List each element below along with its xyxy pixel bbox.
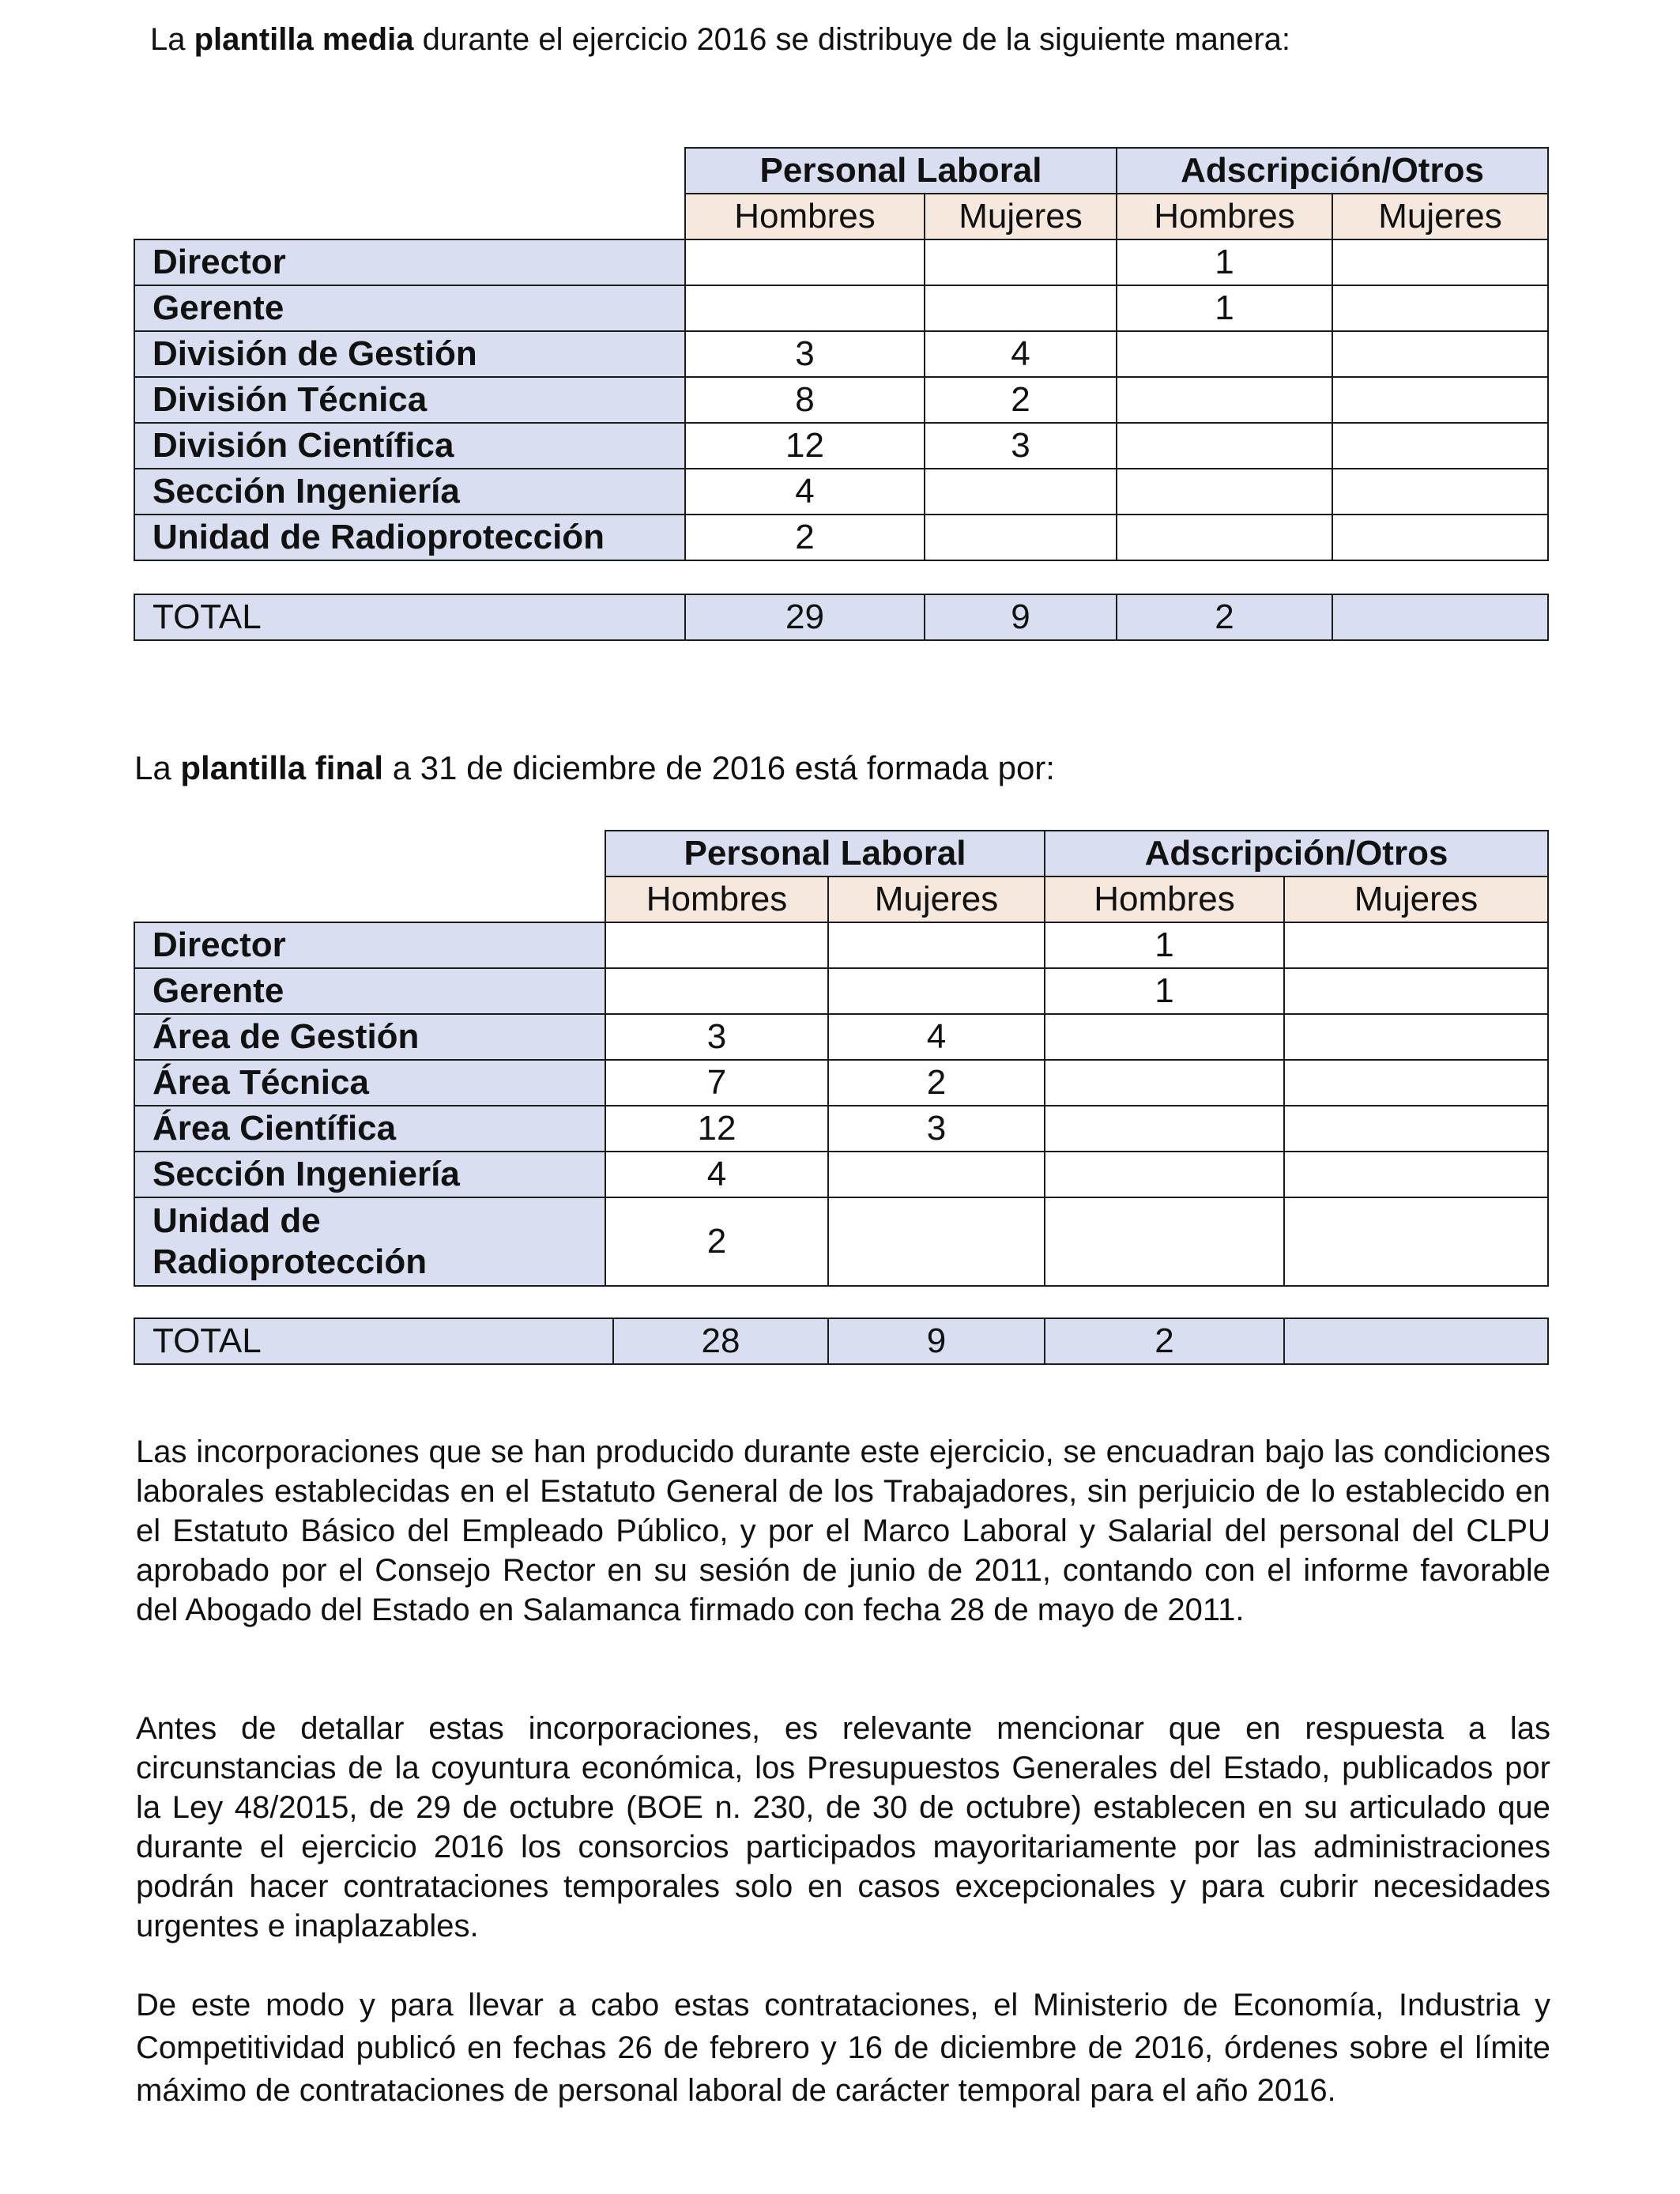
cell	[1284, 1197, 1548, 1286]
cell: 12	[685, 423, 925, 469]
cell	[1284, 968, 1548, 1014]
total-cell	[1332, 594, 1548, 640]
cell: 1	[1117, 239, 1332, 285]
cell	[1117, 423, 1332, 469]
cell	[925, 239, 1117, 285]
intro-text: La	[134, 749, 181, 786]
table-subheader-row	[134, 876, 1548, 922]
row-label: Unidad de Radioprotección	[134, 515, 685, 560]
subheader-mujeres: Mujeres	[925, 194, 1117, 239]
table-row	[134, 331, 1548, 377]
intro-bold-term: plantilla media	[194, 22, 414, 57]
cell	[828, 922, 1045, 968]
cell: 4	[685, 469, 925, 515]
row-label: Área de Gestión	[134, 1014, 605, 1060]
row-label: División Científica	[134, 423, 685, 469]
total-label: TOTAL	[134, 1318, 613, 1364]
cell	[925, 515, 1117, 560]
cell	[1117, 377, 1332, 423]
subheader-mujeres: Mujeres	[1332, 194, 1548, 239]
cell	[1332, 469, 1548, 515]
intro-plantilla-media	[150, 21, 1290, 58]
cell: 3	[685, 331, 925, 377]
cell: 8	[685, 377, 925, 423]
cell	[1332, 423, 1548, 469]
cell: 2	[925, 377, 1117, 423]
total-label: TOTAL	[134, 594, 685, 640]
header-personal-laboral: Personal Laboral	[685, 148, 1117, 194]
cell: 1	[1117, 285, 1332, 331]
row-label: Área Científica	[134, 1106, 605, 1152]
cell: 3	[925, 423, 1117, 469]
row-label: Gerente	[134, 285, 685, 331]
table-row	[134, 1197, 1548, 1286]
subheader-hombres: Hombres	[1117, 194, 1332, 239]
intro-text: a 31 de diciembre de 2016 está formada por:	[383, 749, 1055, 786]
cell: 4	[605, 1152, 828, 1197]
total-cell: 28	[613, 1318, 828, 1364]
cell	[828, 1152, 1045, 1197]
cell	[1284, 922, 1548, 968]
subheader-hombres: Hombres	[1045, 876, 1284, 922]
table-header-row	[134, 148, 1548, 194]
cell: 4	[828, 1014, 1045, 1060]
cell	[1284, 1152, 1548, 1197]
cell: 7	[605, 1060, 828, 1106]
table-row	[134, 469, 1548, 515]
cell: 1	[1045, 968, 1284, 1014]
table-row	[134, 1014, 1548, 1060]
row-label: Director	[134, 922, 605, 968]
cell	[1332, 285, 1548, 331]
subheader-mujeres: Mujeres	[1284, 876, 1548, 922]
cell	[605, 922, 828, 968]
table-total-final	[134, 1318, 1549, 1365]
table-header-row	[134, 831, 1548, 876]
subheader-mujeres: Mujeres	[828, 876, 1045, 922]
subheader-hombres: Hombres	[685, 194, 925, 239]
table-row	[134, 1106, 1548, 1152]
cell	[828, 1197, 1045, 1286]
table-row	[134, 515, 1548, 560]
table-row	[134, 922, 1548, 968]
cell: 3	[828, 1106, 1045, 1152]
cell	[1045, 1106, 1284, 1152]
cell: 2	[605, 1197, 828, 1286]
cell	[685, 285, 925, 331]
cell	[1045, 1197, 1284, 1286]
intro-bold-term: plantilla final	[180, 749, 384, 786]
table-row	[134, 968, 1548, 1014]
table-plantilla-media	[134, 147, 1549, 561]
table-row	[134, 423, 1548, 469]
cell	[925, 285, 1117, 331]
table-plantilla-final	[134, 830, 1549, 1287]
cell	[1284, 1014, 1548, 1060]
table-row	[134, 1060, 1548, 1106]
cell: 12	[605, 1106, 828, 1152]
cell	[1045, 1014, 1284, 1060]
row-label: Área Técnica	[134, 1060, 605, 1106]
table-row	[134, 377, 1548, 423]
row-label: Unidad de Radioprotección	[134, 1197, 605, 1286]
cell: 2	[685, 515, 925, 560]
total-row	[134, 594, 1548, 640]
subheader-hombres: Hombres	[605, 876, 828, 922]
cell: 3	[605, 1014, 828, 1060]
total-row	[134, 1318, 1548, 1364]
intro-text: durante el ejercicio 2016 se distribuye de la siguiente manera:	[413, 22, 1291, 57]
total-cell: 9	[925, 594, 1117, 640]
cell	[1332, 377, 1548, 423]
cell	[1117, 469, 1332, 515]
row-label: Sección Ingeniería	[134, 469, 685, 515]
cell	[1284, 1106, 1548, 1152]
intro-text: La	[150, 22, 194, 57]
paragraph-presupuestos: Antes de detallar estas incorporaciones, es relevante mencionar que en respuesta a las circunstancias de la coyuntura económica, los Presupuestos Generales del Estado, publicados por la Ley 48/2015, de 29 de octubre (BOE n. 230, de 30 de octubre) establecen en su articulado que durante el ejercicio 2016 los consorcios participados mayoritariamente por las administraciones podrán hacer contrataciones temporales solo en casos excepcionales y para cubrir necesidades urgentes e inaplazables.	[136, 1711, 1550, 1943]
paragraph-contrataciones: De este modo y para llevar a cabo estas contrataciones, el Ministerio de Economía, Industria y Competitividad publicó en fechas 26 de febrero y 16 de diciembre de 2016, órdenes sobre el límite máximo de contrataciones de personal laboral de carácter temporal para el año 2016.	[136, 1988, 1550, 2108]
total-cell	[1284, 1318, 1548, 1364]
cell: 2	[828, 1060, 1045, 1106]
paragraph-incorporaciones: Las incorporaciones que se han producido durante este ejercicio, se encuadran bajo las condiciones laborales establecidas en el Estatuto General de los Trabajadores, sin perjuicio de lo establecido en el Estatuto Básico del Empleado Público, y por el Marco Laboral y Salarial del personal del CLPU aprobado por el Consejo Rector en su sesión de junio de 2011, contando con el informe favorable del Abogado del Estado en Salamanca firmado con fecha 28 de mayo de 2011.	[136, 1434, 1550, 1627]
row-label: Gerente	[134, 968, 605, 1014]
cell	[925, 469, 1117, 515]
cell	[685, 239, 925, 285]
cell	[828, 968, 1045, 1014]
table-row	[134, 1152, 1548, 1197]
header-adscripcion-otros: Adscripción/Otros	[1117, 148, 1548, 194]
total-cell: 29	[685, 594, 925, 640]
cell	[1117, 331, 1332, 377]
header-adscripcion-otros: Adscripción/Otros	[1045, 831, 1548, 876]
table-row	[134, 285, 1548, 331]
total-cell: 2	[1045, 1318, 1284, 1364]
total-cell: 2	[1117, 594, 1332, 640]
row-label: Sección Ingeniería	[134, 1152, 605, 1197]
table-total-media	[134, 594, 1549, 641]
cell	[1117, 515, 1332, 560]
cell	[605, 968, 828, 1014]
cell: 1	[1045, 922, 1284, 968]
intro-plantilla-final	[134, 749, 1055, 787]
header-personal-laboral: Personal Laboral	[605, 831, 1045, 876]
row-label: Director	[134, 239, 685, 285]
cell	[1045, 1152, 1284, 1197]
row-label: División Técnica	[134, 377, 685, 423]
table-row	[134, 239, 1548, 285]
cell: 4	[925, 331, 1117, 377]
cell	[1332, 331, 1548, 377]
cell	[1332, 239, 1548, 285]
row-label: División de Gestión	[134, 331, 685, 377]
table-subheader-row	[134, 194, 1548, 239]
total-cell: 9	[828, 1318, 1045, 1364]
cell	[1045, 1060, 1284, 1106]
cell	[1332, 515, 1548, 560]
cell	[1284, 1060, 1548, 1106]
